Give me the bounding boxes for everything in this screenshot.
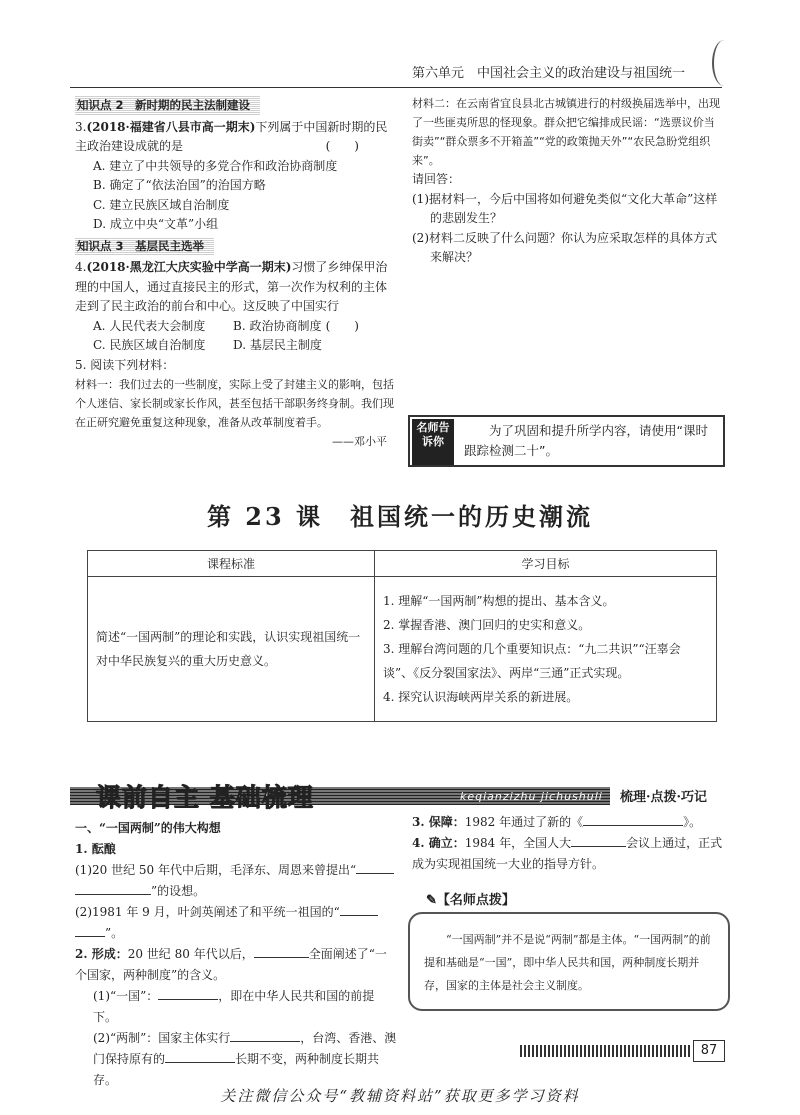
question-prompt: 请回答： <box>412 172 461 186</box>
question-4-source: (2018·黑龙江大庆实验中学高一期末) <box>86 260 292 274</box>
section-heading: 一、“一国两制”的伟大构想 <box>75 821 221 835</box>
answer-paren: ( ) <box>325 318 359 333</box>
question-4-stem: 习惯了乡绅保甲治理的中国人，通过直接民主的形式，第一次作为权利的主体走到了民主政治的前台和中心。这反映了中国实行 <box>75 260 388 313</box>
page-number: 87 <box>693 1040 725 1062</box>
teacher-point-heading: ✎【名师点拨】 <box>422 889 519 908</box>
teacher-tip-box <box>408 415 725 467</box>
fill-blank[interactable] <box>230 1028 300 1042</box>
teacher-badge: 名师告诉你 <box>412 419 454 465</box>
fill-blank[interactable] <box>254 944 309 958</box>
right-column <box>412 94 722 268</box>
knowledge-point-2: 知识点 2 新时期的民主法制建设 <box>75 96 260 116</box>
lesson-title: 第 23 课 祖国统一的历史潮流 <box>206 502 594 531</box>
goal-item: 1. 理解“一国两制”构想的提出、基本含义。 <box>383 594 615 608</box>
knowledge-point-3: 知识点 3 基层民主选举 <box>75 237 214 257</box>
fill-blank[interactable] <box>75 881 151 895</box>
material-2: 材料二：在云南省宜良县北古城镇进行的村级换届选举中，出现了一些匪夷所思的怪现象。群众把它编排成民谣：“选票议价当街卖”“群众票多不开箱盖”“党的政策抛天外”“农民急盼党组织来”。 <box>412 97 720 167</box>
sub-question-1: (1)据材料一，今后中国将如何避免类似“文化大革命”这样的悲剧发生？ <box>412 191 718 225</box>
fill-blank[interactable] <box>158 986 218 1000</box>
concept-section: 一、“一国两制”的伟大构想 1. 酝酿 (1)20 世纪 50 年代中后期，毛泽东、周恩来曾提出“ ”的设想。 (2)1981 年 9 月，叶剑英阐述了和平统一祖国的“ ”。 2. 形成：20 世纪 80 年代以后， 全面阐述了“一个国家，两种制度”的含义。 (1)“一国”： ，即在中华人民共和国的前提下。 (2)“两制”：国家主体实行 ，台湾、香港、澳门保持原有的 长期不变，两种制度长期共存。 <box>75 818 397 1091</box>
question-5: 5. 阅读下列材料： <box>75 357 175 372</box>
option: A. 建立了中共领导的多党合作和政治协商制度 <box>93 158 338 173</box>
curriculum-table <box>87 550 717 722</box>
goal-item: 3. 理解台湾问题的几个重要知识点：“九二共识”“汪辜会谈”、《反分裂国家法》、两岸“三通”正式实现。 <box>383 642 681 680</box>
fill-blank[interactable] <box>75 923 105 937</box>
goal-item: 2. 掌握香港、澳门回归的史实和意义。 <box>383 618 591 632</box>
banner-title: 课前自主 基础梳理 <box>96 783 314 812</box>
table-cell-standard: 简述“一国两制”的理论和实践，认识实现祖国统一对中华民族复兴的重大历史意义。 <box>88 577 375 722</box>
fill-blank[interactable] <box>571 833 626 847</box>
question-4: 4.(2018·黑龙江大庆实验中学高一期末)习惯了乡绅保甲治理的中国人，通过直接民主的形式，第一次作为权利的主体走到了民主政治的前台和中心。这反映了中国实行 ( ) <box>75 258 395 317</box>
fill-blank[interactable] <box>583 812 683 826</box>
fill-blank[interactable] <box>165 1049 235 1063</box>
subsection-1: 1. 酝酿 <box>75 842 116 856</box>
pin-icon: ✎ <box>426 893 437 908</box>
unit-header: 第六单元 中国社会主义的政治建设与祖国统一 <box>412 66 686 81</box>
teacher-tip-text: 为了巩固和提升所学内容，请使用“课时跟踪检测二十”。 <box>464 423 708 458</box>
teacher-point-text: “一国两制”并不是说“两制”都是主体。“一国两制”的前提和基础是“一国”，即中华人民共和国，两种制度长期并存，国家的主体是社会主义制度。 <box>424 933 711 992</box>
answer-paren: ( ) <box>325 139 359 153</box>
left-column <box>75 94 395 452</box>
banner-tagline: 梳理·点拨·巧记 <box>620 790 708 805</box>
table-header-goals: 学习目标 <box>375 551 717 577</box>
table-header-standard: 课程标准 <box>88 551 375 577</box>
table-cell-goals <box>375 577 717 722</box>
option: B. 政治协商制度 <box>233 318 322 333</box>
material-1-author: ——邓小平 <box>332 435 387 448</box>
question-3-stem: 下列属于中国新时期的民主政治建设成就的是 <box>75 119 388 153</box>
goal-item: 4. 探究认识海峡两岸关系的新进展。 <box>383 690 579 704</box>
sub-question-2: (2)材料二反映了什么问题？你认为应采取怎样的具体方式来解决？ <box>412 230 718 264</box>
option: A. 人民代表大会制度 <box>93 318 206 333</box>
option: D. 基层民主制度 <box>233 338 322 352</box>
fill-blank[interactable] <box>356 860 394 874</box>
page-bar-decoration <box>520 1045 690 1057</box>
fill-blank[interactable] <box>340 902 378 916</box>
header-brace-decoration <box>712 40 736 86</box>
banner-pinyin: keqianzizhu jichushuli <box>460 790 603 803</box>
concept-section-right: 3. 保障：1982 年通过了新的《 》。 4. 确立：1984 年，全国人大 会议上通过，正式成为实现祖国统一大业的指导方针。 <box>412 812 730 875</box>
material-1: 材料一：我们过去的一些制度，实际上受了封建主义的影响，包括个人迷信、家长制或家长作风，甚至包括干部职务终身制。我们现在正研究避免重复这种现象，准备从改革制度着手。 <box>75 378 394 429</box>
option: D. 成立中央“文革”小组 <box>93 217 219 231</box>
question-3: 3.(2018·福建省八县市高一期末)下列属于中国新时期的民主政治建设成就的是 ( ) <box>75 118 395 157</box>
section-banner <box>70 778 730 814</box>
header-rule <box>70 87 722 88</box>
footer-note: 关注微信公众号“教辅资料站”获取更多学习资料 <box>220 1087 580 1105</box>
option: C. 民族区域自治制度 <box>93 338 206 352</box>
option: C. 建立民族区域自治制度 <box>93 197 230 212</box>
option: B. 确定了“依法治国”的治国方略 <box>93 178 266 192</box>
teacher-point-box <box>408 912 730 1011</box>
question-3-source: (2018·福建省八县市高一期末) <box>86 119 256 134</box>
